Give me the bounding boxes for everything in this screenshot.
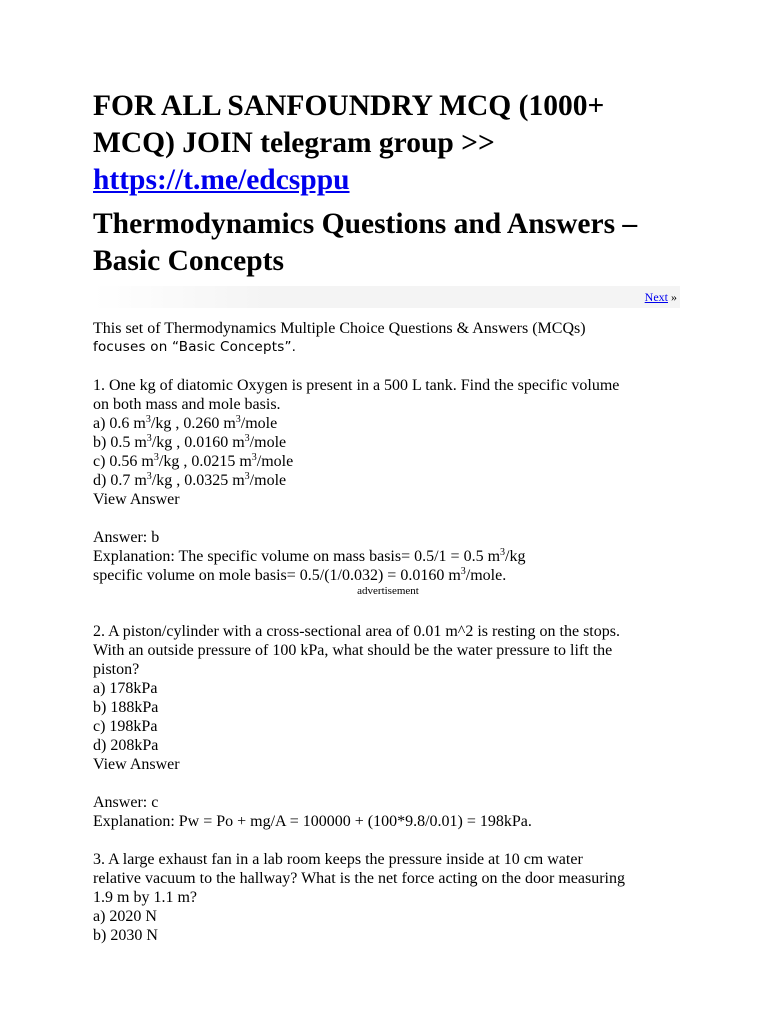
- q1-option-d: d) 0.7 $m^3/kg$ , 0.0325 $m^3$/mole: [93, 471, 287, 489]
- q2-option-c: c) 198kPa: [93, 718, 158, 735]
- q1-text-line-1: 1. One kg of diatomic Oxygen is present in a 500 L tank. Find the specific volume: [93, 377, 620, 394]
- next-arrow: »: [671, 290, 677, 304]
- intro-line-1: This set of Thermodynamics Multiple Choice Questions & Answers (MCQs): [93, 320, 586, 337]
- q3-text-line-2: relative vacuum to the hallway? What is the net force acting on the door measuring: [93, 870, 625, 887]
- q1-option-b: b) 0.5 $m^3/kg$ , 0.0160 $m^3$/mole: [93, 433, 287, 451]
- q3-text-line-3: 1.9 m by 1.1 m?: [93, 889, 197, 906]
- q1-answer: Answer: b: [93, 529, 160, 546]
- page-title: Thermodynamics Questions and Answers – Basic Concepts: [93, 208, 638, 277]
- q3-text-line-1: 3. A large exhaust fan in a lab room keeps the pressure inside at 10 cm water: [93, 851, 583, 868]
- q2-option-b: b) 188kPa: [93, 699, 159, 716]
- q1-option-c: c) 0.56 $m^3/kg$ , 0.0215 $m^3$/mole: [93, 452, 294, 470]
- telegram-banner: [93, 88, 693, 199]
- q1-explanation-line-2: specific volume on mole basis= 0.5/(1/0.032) = 0.0160 $m^3$/mole.: [93, 566, 507, 584]
- q3-option-a: a) 2020 N: [93, 908, 157, 925]
- q1-view-answer[interactable]: View Answer: [93, 491, 180, 508]
- q2-answer: Answer: c: [93, 794, 159, 811]
- intro-line-2: focuses on “Basic Concepts”.: [93, 339, 297, 355]
- next-link[interactable]: Next: [644, 290, 668, 304]
- q2-text-line-3: piston?: [93, 661, 140, 678]
- q1-option-a: a) 0.6 $m^3/kg$ , 0.260 $m^3$/mole: [93, 414, 278, 432]
- q2-option-d: d) 208kPa: [93, 737, 159, 754]
- q2-explanation: Explanation: Pw = Po + mg/A = 100000 + (100*9.8/0.01) = 198kPa.: [93, 813, 532, 830]
- q2-text-line-2: With an outside pressure of 100 kPa, what should be the water pressure to lift the: [93, 642, 613, 659]
- q1-text-line-2: on both mass and mole basis.: [93, 396, 281, 413]
- banner-text: FOR ALL SANFOUNDRY MCQ (1000+ MCQ) JOIN telegram group >>: [93, 90, 605, 159]
- q3-option-b: b) 2030 N: [93, 927, 158, 944]
- q2-option-a: a) 178kPa: [93, 680, 158, 697]
- q2-view-answer[interactable]: View Answer: [93, 756, 180, 773]
- navigation-bar: [93, 286, 680, 308]
- q1-explanation-line-1: Explanation: The specific volume on mass basis= 0.5/1 = 0.5 $m^3/kg$: [93, 547, 526, 565]
- q2-text-line-1: 2. A piston/cylinder with a cross-sectional area of 0.01 m^2 is resting on the stops.: [93, 623, 620, 640]
- article-body: [93, 319, 693, 945]
- telegram-link[interactable]: https://t.me/edcsppu: [93, 164, 350, 196]
- advertisement-label: advertisement: [357, 585, 419, 597]
